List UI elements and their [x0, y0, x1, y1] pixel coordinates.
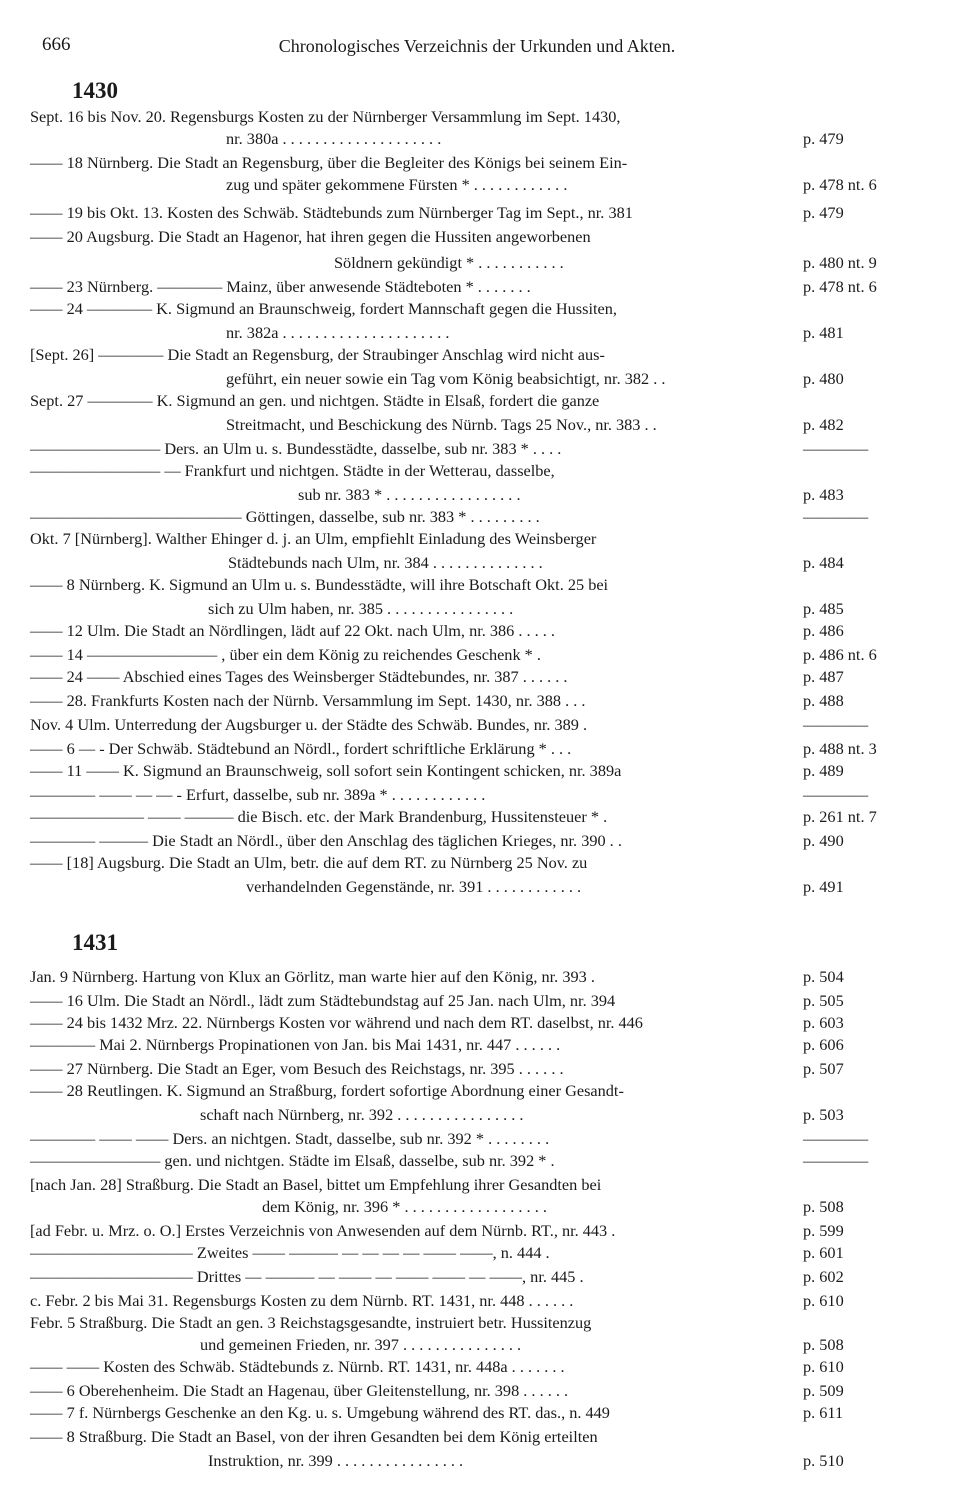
entry-line: [0, 414, 960, 436]
entry-line: [0, 666, 960, 688]
entry-line: [0, 738, 960, 760]
entry-line: [0, 438, 960, 460]
entry-line: [0, 1242, 960, 1264]
entry-line: [0, 1080, 960, 1102]
entry-line: [0, 1128, 960, 1150]
page-reference: p. 610: [803, 1291, 844, 1310]
entry-text: —————————— Zweites —— ——— — — — — —— ——, n. 444 .: [30, 1243, 550, 1262]
entry-line: [0, 226, 960, 248]
page-reference: p. 478 nt. 6: [803, 175, 877, 194]
running-title: Chronologisches Verzeichnis der Urkunden und Akten.: [278, 36, 676, 56]
page-reference: p. 611: [803, 1403, 844, 1422]
entry-text: —— 12 Ulm. Die Stadt an Nördlingen, lädt auf 22 Okt. nach Ulm, nr. 386 . . . . .: [30, 621, 555, 640]
entry-line: [0, 852, 960, 874]
entry-line: [0, 344, 960, 366]
entry-line: [0, 1174, 960, 1196]
entry-text: ———— Mai 2. Nürnbergs Propinationen von Jan. bis Mai 1431, nr. 447 . . . . . .: [30, 1035, 561, 1054]
entry-text: [Sept. 26] ———— Die Stadt an Regensburg, der Straubinger Anschlag wird nicht aus-: [30, 345, 605, 364]
page-reference: p. 479: [803, 129, 844, 148]
page-reference: p. 505: [803, 991, 844, 1010]
page-reference: p. 261 nt. 7: [803, 807, 877, 826]
page-reference: p. 508: [803, 1197, 844, 1216]
entry-text: —— [18] Augsburg. Die Stadt an Ulm, betr. die auf dem RT. zu Nürnberg 25 Nov. zu: [30, 853, 588, 872]
entry-text: Söldnern gekündigt * . . . . . . . . . . .: [334, 253, 564, 272]
page-reference: p. 509: [803, 1381, 844, 1400]
page-reference: p. 479: [803, 203, 844, 222]
page-reference: p. 503: [803, 1105, 844, 1124]
entry-text: zug und später gekommene Fürsten * . . . . . . . . . . . .: [226, 175, 568, 194]
entry-line: [0, 966, 960, 988]
entry-text: —— 19 bis Okt. 13. Kosten des Schwäb. Städtebunds zum Nürnberger Tag im Sept., nr. 381: [30, 203, 633, 222]
entry-text: [nach Jan. 28] Straßburg. Die Stadt an Basel, bittet um Empfehlung ihrer Gesandten bei: [30, 1175, 602, 1194]
entry-text: —— 14 ———————— , über ein dem König zu reichendes Geschenk * .: [30, 645, 541, 664]
page-reference: ————: [803, 1151, 869, 1170]
entry-text: —— —— Kosten des Schwäb. Städtebunds z. Nürnb. RT. 1431, nr. 448a . . . . . . .: [30, 1357, 565, 1376]
page-reference: p. 486: [803, 621, 844, 640]
entry-text: —— 20 Augsburg. Die Stadt an Hagenor, hat ihren gegen die Hussiten angeworbenen: [30, 227, 591, 246]
entry-line: [0, 106, 960, 128]
entry-text: Sept. 27 ———— K. Sigmund an gen. und nichtgen. Städte in Elsaß, fordert die ganze: [30, 391, 600, 410]
page-reference: ————: [803, 715, 869, 734]
entry-line: [0, 690, 960, 712]
entry-text: —— 28 Reutlingen. K. Sigmund an Straßburg, fordert sofortige Abordnung einer Gesandt-: [30, 1081, 624, 1100]
entry-line: [0, 806, 960, 828]
page-number: 666: [42, 34, 71, 55]
entry-text: ———————— Ders. an Ulm u. s. Bundesstädte, dasselbe, sub nr. 383 * . . . .: [30, 439, 562, 458]
entry-text: —— 24 bis 1432 Mrz. 22. Nürnbergs Kosten vor während und nach dem RT. daselbst, nr. 446: [30, 1013, 643, 1032]
entry-line: [0, 1196, 960, 1218]
page-reference: p. 478 nt. 6: [803, 277, 877, 296]
page-reference: p. 481: [803, 323, 844, 342]
entry-text: Instruktion, nr. 399 . . . . . . . . . . . . . . . .: [208, 1451, 464, 1470]
entry-line: [0, 830, 960, 852]
year-heading: 1431: [72, 930, 118, 955]
entry-text: geführt, ein neuer sowie ein Tag vom König beabsichtigt, nr. 382 . .: [226, 369, 666, 388]
entry-line: [0, 598, 960, 620]
entry-line: [0, 1266, 960, 1288]
entry-text: ———————— — Frankfurt und nichtgen. Städte in der Wetterau, dasselbe,: [30, 461, 555, 480]
entry-line: [0, 574, 960, 596]
entry-line: [0, 1104, 960, 1126]
entry-text: sub nr. 383 * . . . . . . . . . . . . . . . . .: [298, 485, 521, 504]
entry-line: [0, 1220, 960, 1242]
page-reference: ————: [803, 439, 869, 458]
page-reference: p. 483: [803, 485, 844, 504]
entry-line: [0, 714, 960, 736]
page-reference: p. 510: [803, 1451, 844, 1470]
entry-line: [0, 1012, 960, 1034]
entry-text: Jan. 9 Nürnberg. Hartung von Klux an Görlitz, man warte hier auf den König, nr. 393 .: [30, 967, 595, 986]
entry-line: [0, 484, 960, 506]
entry-line: [0, 620, 960, 642]
entry-text: nr. 382a . . . . . . . . . . . . . . . . . . . . .: [226, 323, 450, 342]
entry-text: Febr. 5 Straßburg. Die Stadt an gen. 3 Reichstagsgesandte, instruiert betr. Hussitenzug: [30, 1313, 592, 1332]
entry-text: —————————— Drittes — ——— — —— — —— —— — ——, nr. 445 .: [30, 1267, 584, 1286]
entry-line: [0, 1402, 960, 1424]
page-reference: p. 487: [803, 667, 844, 686]
entry-line: [0, 552, 960, 574]
entry-line: [0, 1356, 960, 1378]
entry-text: ———————— gen. und nichtgen. Städte im Elsaß, dasselbe, sub nr. 392 * .: [30, 1151, 555, 1170]
entry-line: [0, 252, 960, 274]
entry-line: [0, 368, 960, 390]
entry-line: [0, 990, 960, 1012]
page-reference: p. 599: [803, 1221, 844, 1240]
entry-line: [0, 460, 960, 482]
entry-line: [0, 760, 960, 782]
entry-text: —— 24 —— Abschied eines Tages des Weinsberger Städtebundes, nr. 387 . . . . . .: [30, 667, 568, 686]
entry-text: Sept. 16 bis Nov. 20. Regensburgs Kosten zu der Nürnberger Versammlung im Sept. 1430,: [30, 107, 621, 126]
page-reference: p. 484: [803, 553, 844, 572]
entry-line: [0, 202, 960, 224]
entry-text: —— 24 ———— K. Sigmund an Braunschweig, fordert Mannschaft gegen die Hussiten,: [30, 299, 617, 318]
entry-text: schaft nach Nürnberg, nr. 392 . . . . . . . . . . . . . . . .: [200, 1105, 524, 1124]
entry-text: —— 28. Frankfurts Kosten nach der Nürnb. Versammlung im Sept. 1430, nr. 388 . . .: [30, 691, 586, 710]
entry-text: —— 11 —— K. Sigmund an Braunschweig, soll sofort sein Kontingent schicken, nr. 389a: [30, 761, 622, 780]
page-reference: p. 490: [803, 831, 844, 850]
page-reference: p. 603: [803, 1013, 844, 1032]
entry-text: ———— —— —— Ders. an nichtgen. Stadt, dasselbe, sub nr. 392 * . . . . . . . .: [30, 1129, 550, 1148]
page-reference: p. 610: [803, 1357, 844, 1376]
entry-line: [0, 128, 960, 150]
entry-line: [0, 1290, 960, 1312]
entry-text: [ad Febr. u. Mrz. o. O.] Erstes Verzeichnis von Anwesenden auf dem Nürnb. RT., nr. 443 .: [30, 1221, 616, 1240]
entry-text: —— 6 Oberehenheim. Die Stadt an Hagenau, über Gleitenstellung, nr. 398 . . . . . .: [30, 1381, 569, 1400]
entry-text: ————————————— Göttingen, dasselbe, sub nr. 383 * . . . . . . . . .: [30, 507, 540, 526]
entry-text: ———— ——— Die Stadt an Nördl., über den Anschlag des täglichen Krieges, nr. 390 . .: [30, 831, 622, 850]
entry-text: —— 18 Nürnberg. Die Stadt an Regensburg, über die Begleiter des Königs bei seinem Ein-: [30, 153, 628, 172]
entry-text: —— 7 f. Nürnbergs Geschenke an den Kg. u. s. Umgebung während des RT. das., n. 449: [30, 1403, 610, 1422]
entry-text: —— 8 Nürnberg. K. Sigmund an Ulm u. s. Bundesstädte, will ihre Botschaft Okt. 25 bei: [30, 575, 609, 594]
page-reference: p. 482: [803, 415, 844, 434]
page-reference: p. 489: [803, 761, 844, 780]
entry-text: Okt. 7 [Nürnberg]. Walther Ehinger d. j. an Ulm, empfiehlt Einladung des Weinsberger: [30, 529, 597, 548]
page-reference: p. 486 nt. 6: [803, 645, 877, 664]
entry-line: [0, 506, 960, 528]
entry-line: [0, 152, 960, 174]
page-reference: p. 602: [803, 1267, 844, 1286]
entry-text: —— 8 Straßburg. Die Stadt an Basel, von der ihren Gesandten bei dem König erteilten: [30, 1427, 598, 1446]
entry-text: —— 27 Nürnberg. Die Stadt an Eger, vom Besuch des Reichstags, nr. 395 . . . . . .: [30, 1059, 564, 1078]
entry-text: —— 16 Ulm. Die Stadt an Nördl., lädt zum Städtebundstag auf 25 Jan. nach Ulm, nr. 394: [30, 991, 616, 1010]
entry-text: —— 6 — - Der Schwäb. Städtebund an Nördl., fordert schriftliche Erklärung * . . .: [30, 739, 572, 758]
page-reference: p. 491: [803, 877, 844, 896]
entry-text: c. Febr. 2 bis Mai 31. Regensburgs Kosten zu dem Nürnb. RT. 1431, nr. 448 . . . . . .: [30, 1291, 574, 1310]
entry-line: [0, 1450, 960, 1472]
entry-text: —— 23 Nürnberg. ———— Mainz, über anwesende Städteboten * . . . . . . .: [30, 277, 531, 296]
entry-line: [0, 784, 960, 806]
entry-text: sich zu Ulm haben, nr. 385 . . . . . . . . . . . . . . . .: [208, 599, 514, 618]
page-reference: p. 488: [803, 691, 844, 710]
page-reference: p. 601: [803, 1243, 844, 1262]
entry-text: Nov. 4 Ulm. Unterredung der Augsburger u. der Städte des Schwäb. Bundes, nr. 389 .: [30, 715, 588, 734]
entry-line: [0, 1034, 960, 1056]
entry-line: [0, 276, 960, 298]
entry-line: [0, 1426, 960, 1448]
entry-text: verhandelnden Gegenstände, nr. 391 . . . . . . . . . . . .: [246, 877, 582, 896]
entry-text: und gemeinen Frieden, nr. 397 . . . . . . . . . . . . . . .: [200, 1335, 522, 1354]
entry-line: [0, 1334, 960, 1356]
page-reference: p. 508: [803, 1335, 844, 1354]
entry-line: [0, 528, 960, 550]
entry-text: Streitmacht, und Beschickung des Nürnb. Tags 25 Nov., nr. 383 . .: [226, 415, 657, 434]
entry-line: [0, 1312, 960, 1334]
page-reference: p. 480: [803, 369, 844, 388]
entry-line: [0, 390, 960, 412]
page-reference: ————: [803, 507, 869, 526]
page-reference: ————: [803, 785, 869, 804]
page-reference: p. 504: [803, 967, 844, 986]
page-reference: p. 507: [803, 1059, 844, 1078]
page-reference: ————: [803, 1129, 869, 1148]
entry-line: [0, 644, 960, 666]
entry-line: [0, 322, 960, 344]
entry-text: dem König, nr. 396 * . . . . . . . . . . . . . . . . . .: [262, 1197, 547, 1216]
entry-line: [0, 1058, 960, 1080]
page-header: [42, 34, 912, 64]
entry-line: [0, 876, 960, 898]
entry-text: ———— —— — — - Erfurt, dasselbe, sub nr. 389a * . . . . . . . . . . . .: [30, 785, 486, 804]
entry-line: [0, 174, 960, 196]
entry-text: Städtebunds nach Ulm, nr. 384 . . . . . . . . . . . . . .: [228, 553, 543, 572]
page-reference: p. 488 nt. 3: [803, 739, 877, 758]
entry-line: [0, 1380, 960, 1402]
entry-line: [0, 1150, 960, 1172]
page-reference: p. 485: [803, 599, 844, 618]
entry-text: ——————— —— ——— die Bisch. etc. der Mark Brandenburg, Hussitensteuer * .: [30, 807, 608, 826]
page-reference: p. 480 nt. 9: [803, 253, 877, 272]
page-reference: p. 606: [803, 1035, 844, 1054]
entry-text: nr. 380a . . . . . . . . . . . . . . . . . . . .: [226, 129, 442, 148]
entry-line: [0, 298, 960, 320]
year-heading: 1430: [72, 78, 118, 103]
